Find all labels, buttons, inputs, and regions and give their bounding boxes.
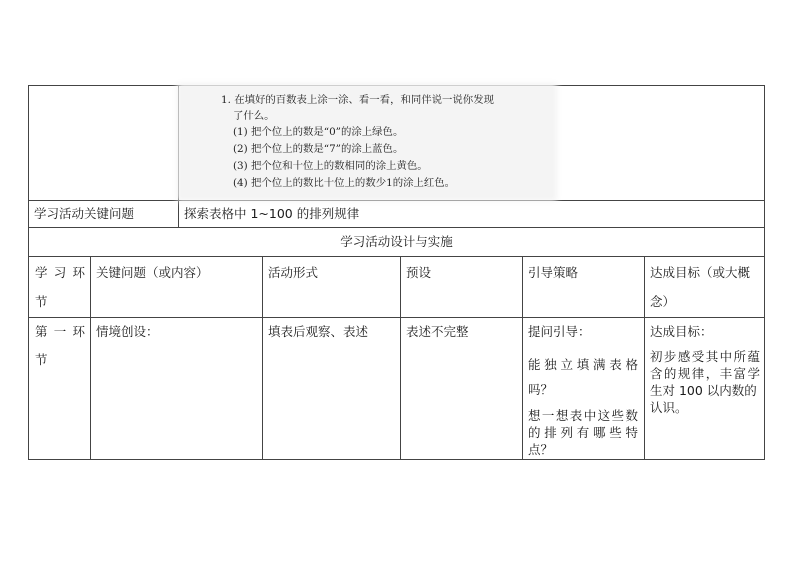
- table-col-divider-4: [522, 256, 523, 460]
- row1-stage-line2: 节: [35, 352, 48, 367]
- header-guidance: 引导策略: [528, 265, 579, 280]
- row1-guidance-q2-line2: 的排列有哪些特: [528, 425, 638, 440]
- table-col-divider-3: [400, 256, 401, 460]
- row1-goal-line3: 生对 100 以内数的: [650, 383, 757, 398]
- snippet-item-3: (3) 把个位和十位上的数相同的涂上黄色。: [233, 160, 428, 172]
- row1-guidance-q1-line2: 吗？: [528, 382, 554, 397]
- snippet-item-2: (2) 把个位上的数是“7”的涂上蓝色。: [233, 143, 404, 155]
- snippet-item-4: (4) 把个位上的数比十位上的数少1的涂上红色。: [233, 177, 456, 189]
- key-question-label: 学习活动关键问题: [34, 206, 135, 221]
- row1-activity-form: 填表后观察、表述: [268, 324, 369, 339]
- row1-key-issue: 情境创设：: [96, 324, 159, 339]
- key-question-value: 探索表格中 1~100 的排列规律: [184, 206, 360, 221]
- row1-goal-line4: 认识。: [650, 400, 688, 415]
- header-preset: 预设: [406, 265, 432, 280]
- row1-goal-title: 达成目标：: [650, 324, 713, 339]
- table-col-divider-5: [644, 256, 645, 460]
- row1-goal-line1: 初步感受其中所蕴: [650, 349, 760, 364]
- table-border-right: [764, 85, 765, 460]
- table-col-divider-2: [262, 256, 263, 460]
- row1-guidance-title: 提问引导：: [528, 324, 591, 339]
- table-rule-4: [28, 317, 765, 318]
- table-rule-3: [28, 256, 765, 257]
- textbook-snippet-image: [181, 87, 553, 197]
- table-col-divider-1: [90, 256, 91, 460]
- table-border-left: [28, 85, 29, 460]
- snippet-line-1: 1. 在填好的百数表上涂一涂、看一看，和同伴说一说你发现: [221, 94, 494, 106]
- header-key-issue: 关键问题（或内容）: [96, 265, 209, 280]
- header-activity-form: 活动形式: [268, 265, 319, 280]
- table-border-bottom: [28, 459, 765, 460]
- header-stage-line1: 学 习 环: [35, 265, 85, 280]
- row1-stage-line1: 第 一 环: [35, 324, 85, 339]
- row1-guidance-q1-line1: 能独立填满表格: [528, 357, 638, 372]
- header-goal-line1: 达成目标（或大概: [650, 265, 751, 280]
- header-stage-line2: 节: [35, 294, 48, 309]
- snippet-item-1: (1) 把个位上的数是“0”的涂上绿色。: [233, 126, 404, 138]
- snippet-line-2: 了什么。: [233, 110, 275, 122]
- row1-goal-line2: 含的规律，丰富学: [650, 366, 760, 381]
- row1-guidance-q2-line1: 想一想表中这些数: [528, 408, 638, 423]
- row1-guidance-q2-line3: 点？: [528, 442, 554, 457]
- table-col-divider-top: [178, 85, 179, 228]
- section-title: 学习活动设计与实施: [340, 234, 453, 249]
- header-goal-line2: 念）: [650, 294, 676, 309]
- table-rule-1: [28, 200, 765, 201]
- row1-preset: 表述不完整: [406, 324, 469, 339]
- table-border-top: [28, 85, 765, 86]
- table-rule-2: [28, 227, 765, 228]
